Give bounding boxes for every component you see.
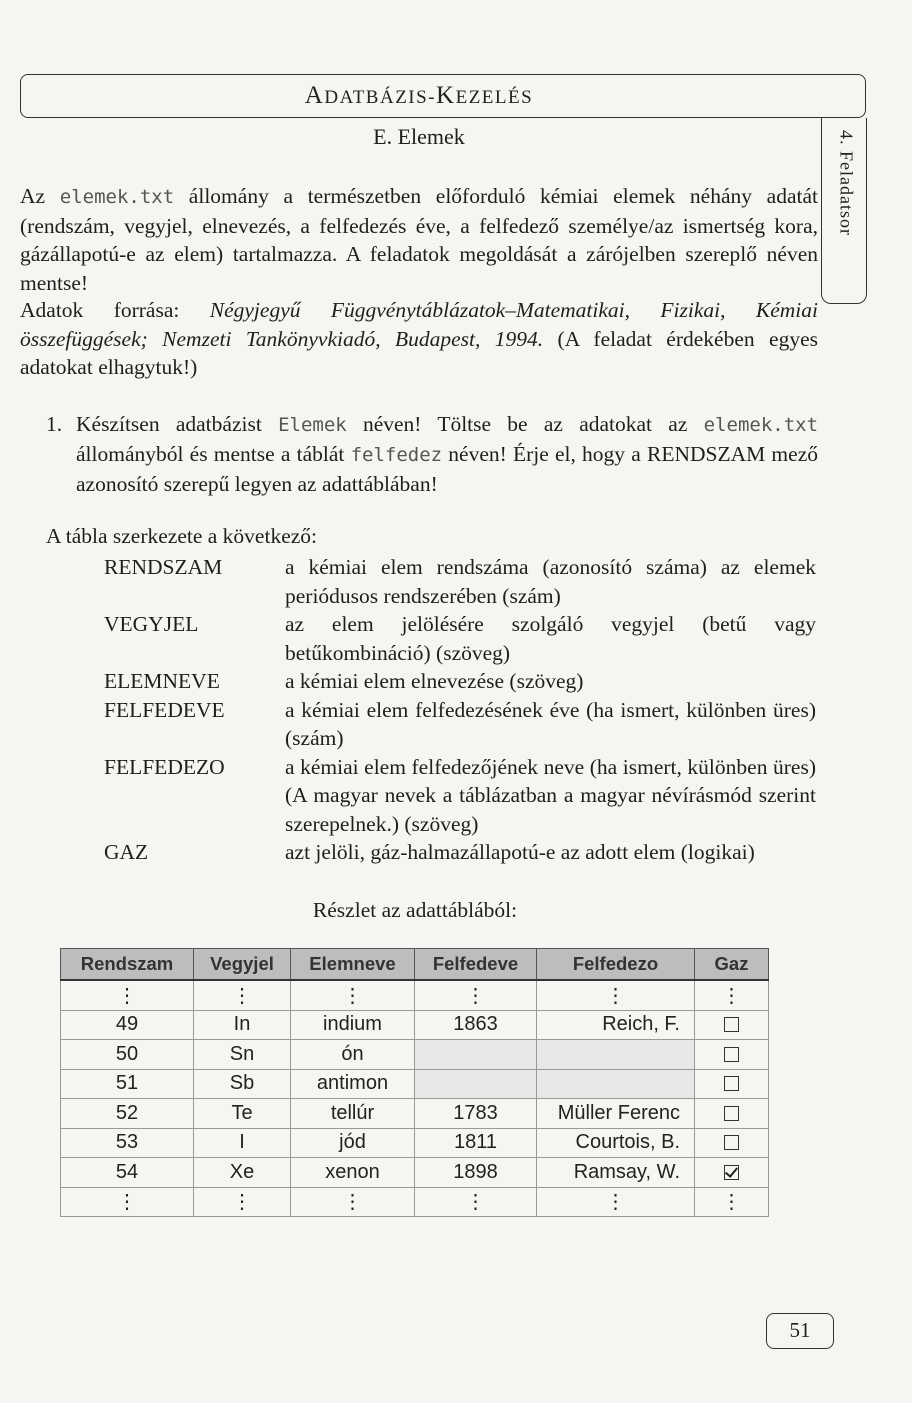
task-1-text [76, 410, 818, 499]
checkbox-unchecked-icon [724, 1106, 739, 1121]
table-row-ellipsis [61, 1187, 769, 1217]
table-row [61, 1069, 769, 1099]
cell-gaz [695, 1099, 769, 1129]
database-name: Elemek [278, 414, 347, 436]
cell-felfedeve [415, 1040, 537, 1070]
task-text-a: Készítsen adatbázist [76, 412, 279, 436]
cell-elemneve: ón [291, 1040, 415, 1070]
cell-felfedezo [537, 1069, 695, 1099]
field-row [104, 610, 816, 667]
field-description: a kémiai elem felfedezésének éve (ha ismert, különben üres) (szám) [285, 697, 816, 750]
cell-felfedezo: Reich, F. [537, 1010, 695, 1040]
cell-felfedezo: Müller Ferenc [537, 1099, 695, 1129]
cell-felfedeve: 1811 [415, 1128, 537, 1158]
field-name: GAZ [104, 840, 149, 864]
field-description: azt jelöli, gáz-halmazállapotú-e az adott elem (logikai) [285, 840, 755, 864]
ellipsis-cell: ⋮ [415, 1187, 537, 1217]
cell-vegyjel: I [194, 1128, 291, 1158]
intro-text-b: állomány a természetben előforduló kémiai elemek néhány adatát (rendszám, vegyjel, elnevezés, a felfedezés éve, a felfedező személye/az ismertség kora, gázállapotú-e az elem) tartalmazza. A feladatok megoldását a zárójelben szereplő néven mentse! [20, 184, 818, 295]
chapter-title-part2: EZELÉS [455, 87, 534, 108]
page-number: 51 [789, 1318, 811, 1342]
field-row [104, 553, 816, 610]
chapter-title [0, 82, 838, 110]
field-description: a kémiai elem rendszáma (azonosító száma) az elemek periódusos rendszerében (szám) [285, 555, 816, 608]
table-name: felfedez [350, 444, 443, 466]
ellipsis-cell: ⋮ [194, 1187, 291, 1217]
task-1 [46, 410, 818, 499]
checkbox-checked-icon [724, 1165, 739, 1180]
section-title: E. Elemek [373, 124, 465, 149]
task-text-d: néven! Érje el, hogy a RENDSZAM mező azonosító szerepű legyen az adattáblában! [76, 442, 818, 496]
cell-rendszam: 50 [61, 1040, 194, 1070]
ellipsis-cell: ⋮ [61, 1187, 194, 1217]
side-tab-label: 4. Feladatsor [836, 130, 857, 236]
cell-elemneve: antimon [291, 1069, 415, 1099]
cell-felfedezo [537, 1040, 695, 1070]
table-caption: Részlet az adattáblából: [312, 898, 518, 922]
cell-gaz [695, 1069, 769, 1099]
checkbox-unchecked-icon [724, 1017, 739, 1032]
column-header: Elemneve [291, 949, 415, 981]
column-header: Felfedeve [415, 949, 537, 981]
cell-elemneve: indium [291, 1010, 415, 1040]
cell-vegyjel: Sn [194, 1040, 291, 1070]
cell-rendszam: 51 [61, 1069, 194, 1099]
column-header: Felfedezo [537, 949, 695, 981]
ellipsis-cell: ⋮ [415, 980, 537, 1010]
ellipsis-cell: ⋮ [695, 980, 769, 1010]
field-name: FELFEDEZO [104, 754, 225, 779]
cell-felfedezo: Ramsay, W. [537, 1158, 695, 1188]
cell-vegyjel: In [194, 1010, 291, 1040]
field-name: ELEMNEVE [104, 669, 220, 693]
data-table [60, 948, 769, 1217]
cell-vegyjel: Xe [194, 1158, 291, 1188]
field-row [104, 753, 816, 839]
column-header: Vegyjel [194, 949, 291, 981]
chapter-title-initial: A [304, 82, 325, 109]
intro-paragraph [20, 182, 818, 297]
task-text-c: állományból és mentse a táblát [76, 442, 351, 466]
cell-felfedeve [415, 1069, 537, 1099]
task-filename: elemek.txt [703, 414, 819, 436]
ellipsis-cell: ⋮ [291, 980, 415, 1010]
cell-vegyjel: Te [194, 1099, 291, 1129]
source-citation: Négyjegyű Függvénytáblázatok–Matematikai, Fizikai, Kémiai összefüggések; Nemzeti Tankönyvkiadó, Budapest, 1994. [20, 298, 819, 351]
column-header: Gaz [695, 949, 769, 981]
field-name: RENDSZAM [104, 555, 223, 579]
cell-felfedeve: 1898 [415, 1158, 537, 1188]
checkbox-unchecked-icon [724, 1135, 739, 1150]
intro-text-a: Az [20, 184, 60, 208]
ellipsis-cell: ⋮ [61, 980, 194, 1010]
field-list [104, 553, 816, 867]
field-row [104, 838, 816, 867]
cell-vegyjel: Sb [194, 1069, 291, 1099]
field-name: VEGYJEL [104, 612, 199, 636]
ellipsis-cell: ⋮ [291, 1187, 415, 1217]
cell-rendszam: 52 [61, 1099, 194, 1129]
ellipsis-cell: ⋮ [537, 1187, 695, 1217]
cell-elemneve: xenon [291, 1158, 415, 1188]
source-label: Adatok forrása: [20, 298, 210, 322]
checkbox-unchecked-icon [724, 1076, 739, 1091]
source-paragraph [20, 296, 818, 382]
field-name: FELFEDEVE [104, 697, 225, 722]
chapter-title-k: K [436, 82, 456, 109]
chapter-title-part1: DATBÁZIS [324, 87, 429, 108]
field-row [104, 667, 816, 696]
column-header: Rendszam [61, 949, 194, 981]
intro-filename: elemek.txt [59, 186, 175, 208]
structure-intro: A tábla szerkezete a következő: [46, 524, 317, 548]
field-description: a kémiai elem felfedezőjének neve (ha ismert, különben üres) (A magyar nevek a táblázatban a magyar névírásmód szerint szerepelnek.) (szöveg) [285, 754, 816, 836]
table-row [61, 1010, 769, 1040]
source-note: (A feladat érdekében egyes adatokat elhagytuk!) [20, 326, 818, 379]
chapter-title-hyphen: - [428, 87, 437, 108]
cell-gaz [695, 1158, 769, 1188]
ellipsis-cell: ⋮ [194, 980, 291, 1010]
cell-gaz [695, 1128, 769, 1158]
table-row [61, 1099, 769, 1129]
cell-gaz [695, 1040, 769, 1070]
cell-rendszam: 49 [61, 1010, 194, 1040]
table-row-ellipsis [61, 980, 769, 1010]
field-description: az elem jelölésére szolgáló vegyjel (betű vagy betűkombináció) (szöveg) [285, 612, 816, 665]
cell-felfedeve: 1783 [415, 1099, 537, 1129]
ellipsis-cell: ⋮ [537, 980, 695, 1010]
cell-gaz [695, 1010, 769, 1040]
ellipsis-cell: ⋮ [695, 1187, 769, 1217]
table-row [61, 1128, 769, 1158]
cell-rendszam: 54 [61, 1158, 194, 1188]
cell-elemneve: tellúr [291, 1099, 415, 1129]
cell-felfedezo: Courtois, B. [537, 1128, 695, 1158]
task-text-b: néven! Töltse be az adatokat az [346, 412, 704, 436]
field-row [104, 696, 816, 753]
cell-rendszam: 53 [61, 1128, 194, 1158]
table-header-row [61, 949, 769, 981]
checkbox-unchecked-icon [724, 1047, 739, 1062]
table-row [61, 1158, 769, 1188]
table-row [61, 1040, 769, 1070]
task-number: 1. [46, 412, 63, 436]
cell-felfedeve: 1863 [415, 1010, 537, 1040]
field-description: a kémiai elem elnevezése (szöveg) [285, 669, 584, 693]
cell-elemneve: jód [291, 1128, 415, 1158]
